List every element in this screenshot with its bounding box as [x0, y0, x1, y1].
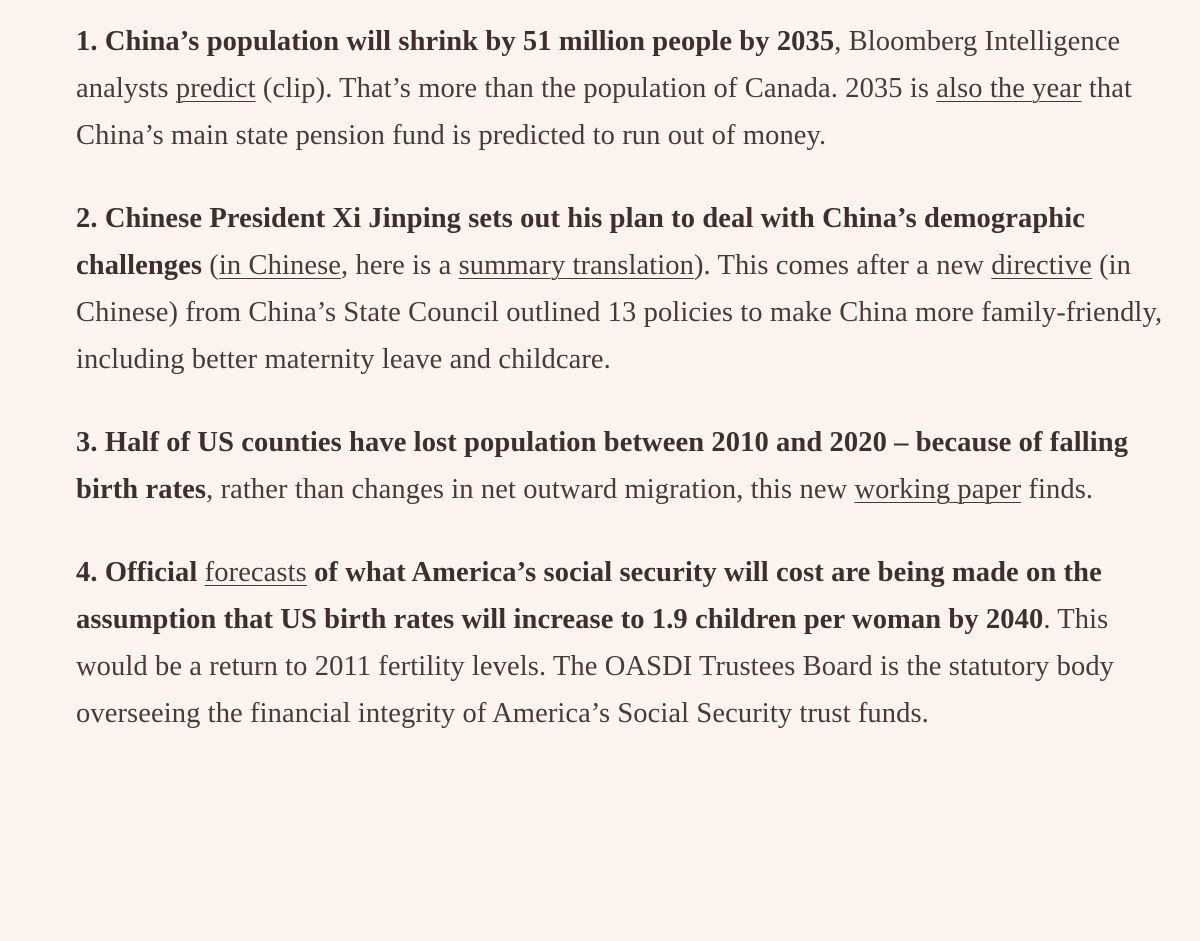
news-item-1-text: that China’s main state pension fund is predicted to run out of money.: [76, 73, 1132, 151]
news-item-4-text: . This would be a return to 2011 fertility levels. The OASDI Trustees Board is the statutory body overseeing the financial integrity of America’s Social Security trust funds.: [76, 604, 1115, 729]
news-item-3-headline: Half of US counties have lost population between 2010 and 2020 – because of falling birth rates: [76, 427, 1129, 505]
news-item-4-headline: of what America’s social security will cost are being made on the assumption that US birth rates will increase to 1.9 children per woman by 2040: [76, 557, 1102, 635]
news-item-1: [76, 18, 1166, 159]
forecasts-link[interactable]: forecasts: [204, 557, 307, 588]
news-item-1-headline: China’s population will shrink by 51 million people by 2035: [104, 26, 835, 57]
news-item-4-headline: Official: [104, 557, 205, 588]
news-item-3-text: finds.: [1021, 474, 1094, 505]
predict-link[interactable]: predict: [175, 73, 256, 104]
news-item-2-text: , here is a: [341, 250, 459, 281]
news-item-3-text: , rather than changes in net outward migration, this new: [206, 474, 855, 505]
news-item-2-text: (: [202, 250, 219, 281]
directive-link[interactable]: directive: [991, 250, 1092, 281]
news-item-1-text: , Bloomberg Intelligence analysts: [76, 26, 1121, 104]
news-item-1-number: 1.: [76, 26, 98, 57]
news-item-2-headline: Chinese President Xi Jinping sets out his plan to deal with China’s demographic challenges: [76, 203, 1086, 281]
news-item-3-number: 3.: [76, 427, 98, 458]
news-item-2-number: 2.: [76, 203, 98, 234]
news-item-2-text: (in Chinese) from China’s State Council outlined 13 policies to make China more family-friendly, including better maternity leave and childcare.: [76, 250, 1163, 375]
news-item-4: [76, 549, 1166, 737]
article-body: [76, 18, 1166, 773]
in-chinese-link[interactable]: in Chinese: [218, 250, 342, 281]
news-item-1-text: (clip). That’s more than the population of Canada. 2035 is: [255, 73, 937, 104]
working-paper-link[interactable]: working paper: [854, 474, 1022, 505]
summary-translation-link[interactable]: summary translation: [458, 250, 694, 281]
news-item-2: [76, 195, 1166, 383]
news-item-4-number: 4.: [76, 557, 98, 588]
also-the-year-link[interactable]: also the year: [936, 73, 1082, 104]
news-item-3: [76, 419, 1166, 513]
news-item-2-text: ). This comes after a new: [693, 250, 992, 281]
